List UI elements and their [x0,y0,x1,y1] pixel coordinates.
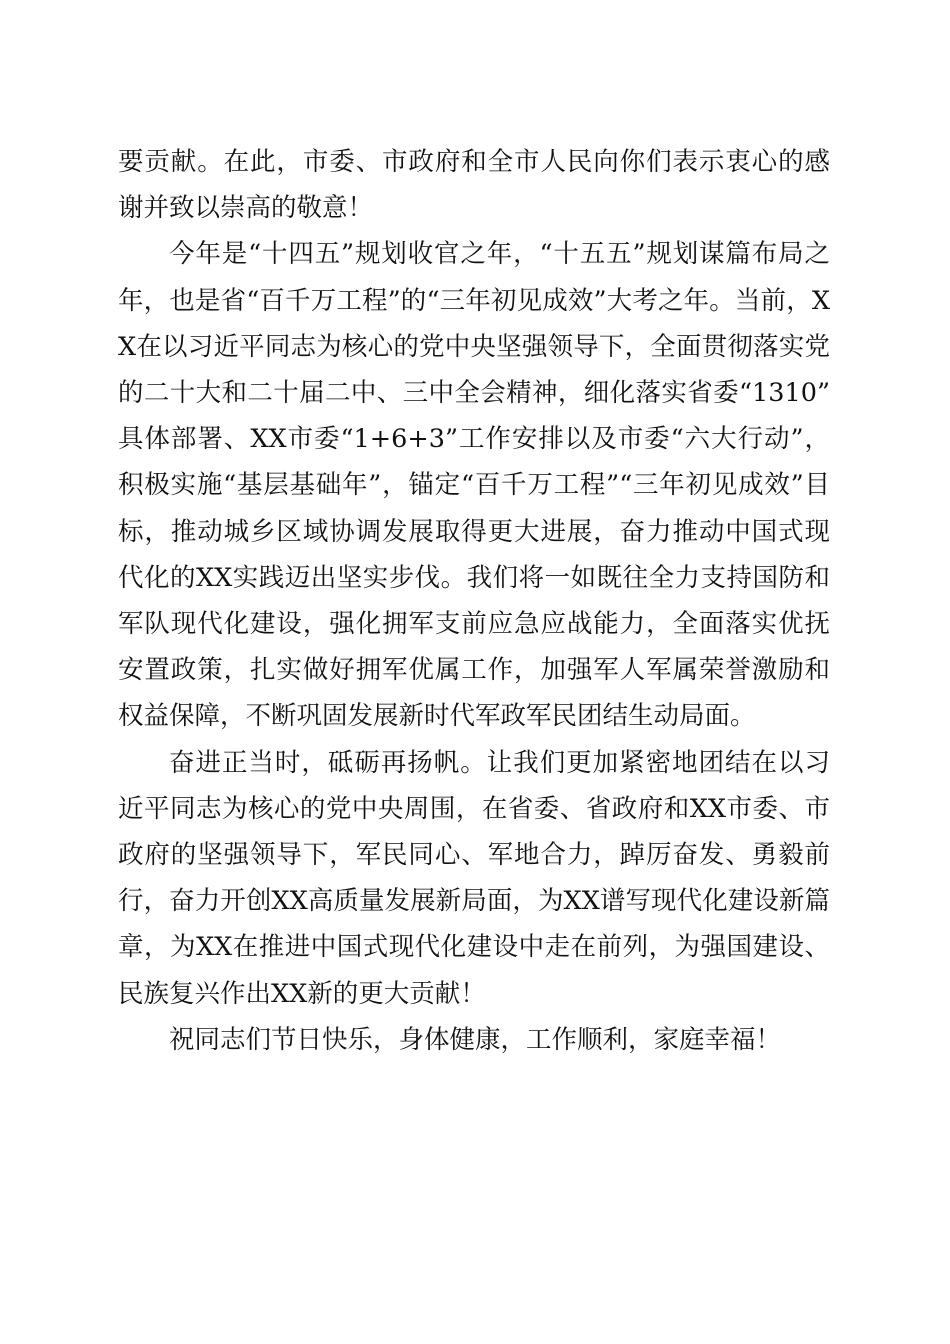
paragraph-forward: 奋进正当时，砥砺再扬帆。让我们更加紧密地团结在以习近平同志为核心的党中央周围，在省委、省政府和XX市委、市政府的坚强领导下，军民同心、军地合力，踔厉奋发、勇毅前行，奋力开创XX高质量发展新局面，为XX谱写现代化建设新篇章，为XX在推进中国式现代化建设中走在前列，为强国建设、民族复兴作出XX新的更大贡献！ [118,747,830,1009]
document-body [118,139,830,1063]
paragraph-greeting: 祝同志们节日快乐，身体健康，工作顺利，家庭幸福！ [169,1024,782,1055]
paragraph-this-year: 今年是“十四五”规划收官之年，“十五五”规划谋篇布局之年，也是省“百千万工程”的“三年初见成效”大考之年。当前，XX在以习近平同志为核心的党中央坚强领导下，全面贯彻落实党的二十大和二十届二中、三中全会精神，细化落实省委“1310”具体部署、XX市委“1+6+3”工作安排以及市委“六大行动”，积极实施“基层基础年”，锚定“百千万工程”“三年初见成效”目标，推动城乡区域协调发展取得更大进展，奋力推动中国式现代化的XX实践迈出坚实步伐。我们将一如既往全力支持国防和军队现代化建设，强化拥军支前应急应战能力，全面落实优抚安置政策，扎实做好拥军优属工作，加强军人军属荣誉激励和权益保障，不断巩固发展新时代军政军民团结生动局面。 [118,239,830,732]
paragraph-continuation: 要贡献。在此，市委、市政府和全市人民向你们表示衷心的感谢并致以崇高的敬意！ [118,147,830,224]
